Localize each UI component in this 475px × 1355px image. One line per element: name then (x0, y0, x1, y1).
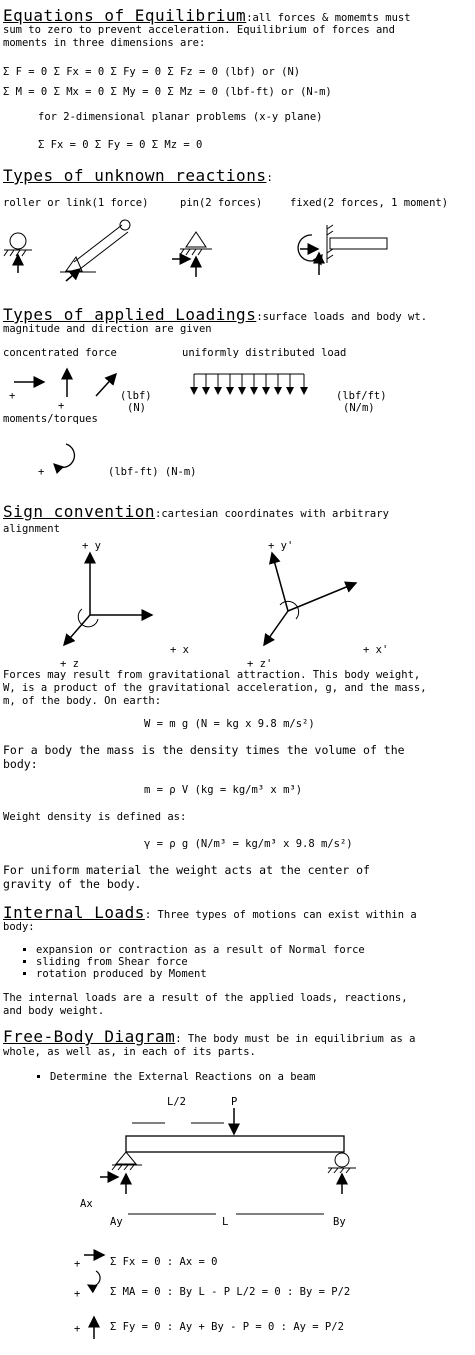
rotated-axes-icon (264, 553, 356, 645)
eq-mass: m = ρ V (kg = kg/m³ x m³) (144, 784, 303, 796)
distributed-load-icon (194, 374, 304, 394)
eq-forces-3d: Σ F = 0 Σ Fx = 0 Σ Fy = 0 Σ Fz = 0 (lbf) or (N) (3, 66, 301, 78)
weight-p4a: For uniform material the weight acts at the center of (3, 863, 370, 877)
sign-line2: alignment (3, 523, 60, 535)
section-equilibrium (3, 6, 411, 25)
loadings-line2: magnitude and direction are given (3, 323, 212, 335)
eq-sum-ma: Σ MA = 0 : By L - P L/2 = 0 : By = P/2 (110, 1286, 351, 1298)
heading-loadings: Types of applied Loadings (3, 305, 257, 324)
moment-icon (88, 1271, 100, 1286)
plus-sign: + (74, 1323, 81, 1335)
weight-p1b: W, is a product of the gravitational acceleration, g, and the mass, (3, 682, 427, 694)
coordinate-diagrams (0, 545, 475, 665)
pin-support-a-icon (112, 1152, 142, 1170)
weight-p2b: body: (3, 757, 38, 771)
section-reactions: Types of unknown reactions: (3, 166, 273, 185)
axis-label-z-prime: + z' (247, 658, 273, 670)
axis-label-y-prime: + y' (268, 540, 294, 552)
unit-n-m: (N/m) (343, 402, 375, 414)
roller-support-b-icon (328, 1153, 356, 1173)
pin-support-icon (172, 232, 212, 277)
section-internal-loads (3, 903, 417, 922)
heading-equilibrium: Equations of Equilibrium (3, 6, 247, 25)
label-ax: Ax (80, 1198, 93, 1210)
roller-support-icon (4, 233, 32, 273)
label-roller: roller or link(1 force) (3, 197, 149, 209)
internal-p1a: The internal loads are a result of the applied loads, reactions, (3, 992, 408, 1004)
list-item: ▪ expansion or contraction as a result of Normal force (36, 944, 365, 956)
fbd-bullet-list (24, 1071, 316, 1083)
plus-sign: + (58, 400, 65, 412)
weight-p1c: m, of the body. On earth: (3, 695, 162, 707)
weight-p4b: gravity of the body. (3, 877, 142, 891)
eq-weight-density: γ = ρ g (N/m³ = kg/m³ x 9.8 m/s²) (144, 838, 353, 850)
label-l: L (222, 1216, 229, 1228)
beam (126, 1136, 344, 1152)
unit-n: (N) (127, 402, 146, 414)
label-l-half: L/2 (167, 1096, 186, 1108)
label-concentrated: concentrated force (3, 347, 117, 359)
internal-intro: : Three types of motions can exist within a (144, 909, 417, 921)
plus-sign: + (74, 1288, 81, 1300)
eq-planar: Σ Fx = 0 Σ Fy = 0 Σ Mz = 0 (38, 139, 203, 151)
plus-sign: + (9, 390, 16, 402)
axis-label-y: + y (82, 540, 101, 552)
internal-line2: body: (3, 921, 35, 933)
label-pin: pin(2 forces) (180, 197, 263, 209)
concentrated-force-icons (14, 369, 116, 397)
label-distributed: uniformly distributed load (182, 347, 347, 359)
weight-p3: Weight density is defined as: (3, 811, 187, 823)
eq-moments-3d: Σ M = 0 Σ Mx = 0 Σ My = 0 Σ Mz = 0 (lbf-ft) or (N-m) (3, 86, 332, 98)
cartesian-axes-icon (64, 553, 152, 645)
eq-weight: W = m g (N = kg x 9.8 m/s²) (144, 718, 315, 730)
list-item: ▪ sliding from Shear force (36, 956, 365, 968)
eq-sum-fx: Σ Fx = 0 : Ax = 0 (110, 1256, 218, 1268)
heading-sign-convention: Sign convention (3, 502, 155, 521)
fbd-line2: whole, as well as, in each of its parts. (3, 1046, 256, 1058)
heading-reactions: Types of unknown reactions (3, 166, 267, 185)
list-item: ▪ rotation produced by Moment (36, 968, 365, 980)
heading-free-body-diagram: Free-Body Diagram (3, 1027, 176, 1046)
weight-p2a: For a body the mass is the density times the volume of the (3, 743, 405, 757)
section-sign-convention (3, 502, 389, 521)
eq-sum-fy: Σ Fy = 0 : Ay + By - P = 0 : Ay = P/2 (110, 1321, 344, 1333)
link-support-icon (60, 220, 130, 281)
label-fixed: fixed(2 forces, 1 moment) (290, 197, 449, 209)
section-free-body-diagram (3, 1027, 415, 1046)
unit-lbf: (lbf) (120, 390, 152, 402)
unit-lbf-ft: (lbf/ft) (336, 390, 387, 402)
weight-p1a: Forces may result from gravitational attraction. This body weight, (3, 669, 421, 681)
label-by: By (333, 1216, 346, 1228)
plus-sign: + (38, 466, 45, 478)
axis-label-z: + z (60, 658, 79, 670)
plus-sign: + (74, 1258, 81, 1270)
list-item: ▪ Determine the External Reactions on a beam (50, 1071, 316, 1083)
label-moments: moments/torques (3, 413, 98, 425)
label-p: P (231, 1096, 238, 1108)
equilibrium-line3: moments in three dimensions are: (3, 37, 206, 49)
internal-motion-list (10, 944, 365, 980)
equilibrium-intro: :all forces & momemts must (246, 12, 411, 24)
axis-label-x: + x (170, 644, 189, 656)
loadings-intro: :surface loads and body wt. (256, 311, 428, 323)
moment-units: (lbf-ft) (N-m) (108, 466, 197, 478)
heading-internal-loads: Internal Loads (3, 903, 145, 922)
axis-label-x-prime: + x' (363, 644, 389, 656)
fbd-intro: : The body must be in equilibrium as a (175, 1033, 416, 1045)
equilibrium-line2: sum to zero to prevent acceleration. Equilibrium of forces and (3, 24, 395, 36)
planar-note: for 2-dimensional planar problems (x-y plane) (38, 111, 323, 123)
label-ay: Ay (110, 1216, 123, 1228)
sign-intro: :cartesian coordinates with arbitrary (155, 508, 389, 520)
internal-p1b: and body weight. (3, 1005, 105, 1017)
reaction-diagrams (0, 215, 475, 285)
fixed-support-icon (298, 225, 387, 275)
section-loadings (3, 305, 427, 324)
beam-diagram (0, 1090, 475, 1230)
